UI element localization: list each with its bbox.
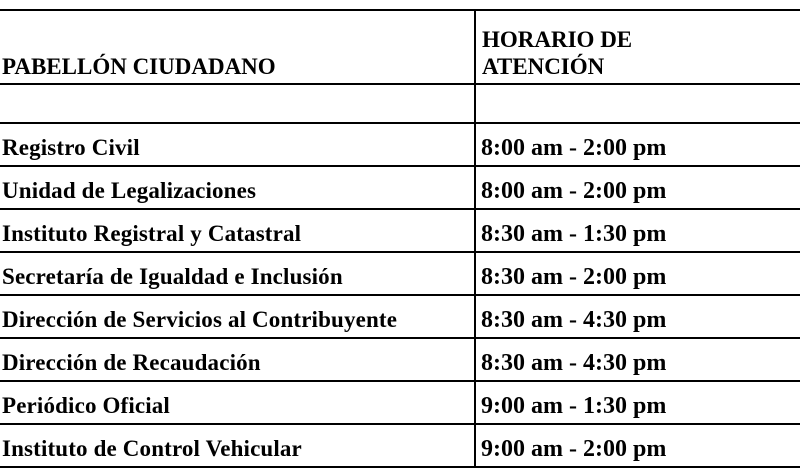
hours-cell: 9:00 am - 2:00 pm bbox=[475, 424, 800, 467]
empty-row bbox=[0, 84, 800, 123]
header-row bbox=[0, 10, 800, 84]
table-row bbox=[0, 295, 800, 338]
office-cell: Dirección de Servicios al Contribuyente bbox=[0, 295, 475, 338]
header-office-label: PABELLÓN CIUDADANO bbox=[2, 54, 276, 79]
office-cell: Instituto de Control Vehicular bbox=[0, 424, 475, 467]
schedule-table bbox=[0, 9, 800, 468]
office-cell: Registro Civil bbox=[0, 123, 475, 166]
table-row bbox=[0, 381, 800, 424]
hours-cell: 8:00 am - 2:00 pm bbox=[475, 123, 800, 166]
table-row bbox=[0, 209, 800, 252]
hours-cell: 8:30 am - 4:30 pm bbox=[475, 295, 800, 338]
hours-cell: 8:30 am - 4:30 pm bbox=[475, 338, 800, 381]
hours-cell: 9:00 am - 1:30 pm bbox=[475, 381, 800, 424]
empty-cell-office bbox=[0, 84, 475, 123]
table-row bbox=[0, 166, 800, 209]
office-cell: Dirección de Recaudación bbox=[0, 338, 475, 381]
table-row bbox=[0, 338, 800, 381]
table-row bbox=[0, 252, 800, 295]
empty-cell-hours bbox=[475, 84, 800, 123]
office-cell: Instituto Registral y Catastral bbox=[0, 209, 475, 252]
office-cell: Periódico Oficial bbox=[0, 381, 475, 424]
table-row bbox=[0, 424, 800, 467]
table-row bbox=[0, 123, 800, 166]
header-office bbox=[0, 10, 475, 84]
hours-cell: 8:30 am - 2:00 pm bbox=[475, 252, 800, 295]
office-cell: Unidad de Legalizaciones bbox=[0, 166, 475, 209]
header-hours-line2: ATENCIÓN bbox=[482, 54, 605, 79]
hours-cell: 8:30 am - 1:30 pm bbox=[475, 209, 800, 252]
header-hours-line1: HORARIO DE bbox=[482, 27, 633, 52]
hours-cell: 8:00 am - 2:00 pm bbox=[475, 166, 800, 209]
office-cell: Secretaría de Igualdad e Inclusión bbox=[0, 252, 475, 295]
header-hours bbox=[475, 10, 800, 84]
